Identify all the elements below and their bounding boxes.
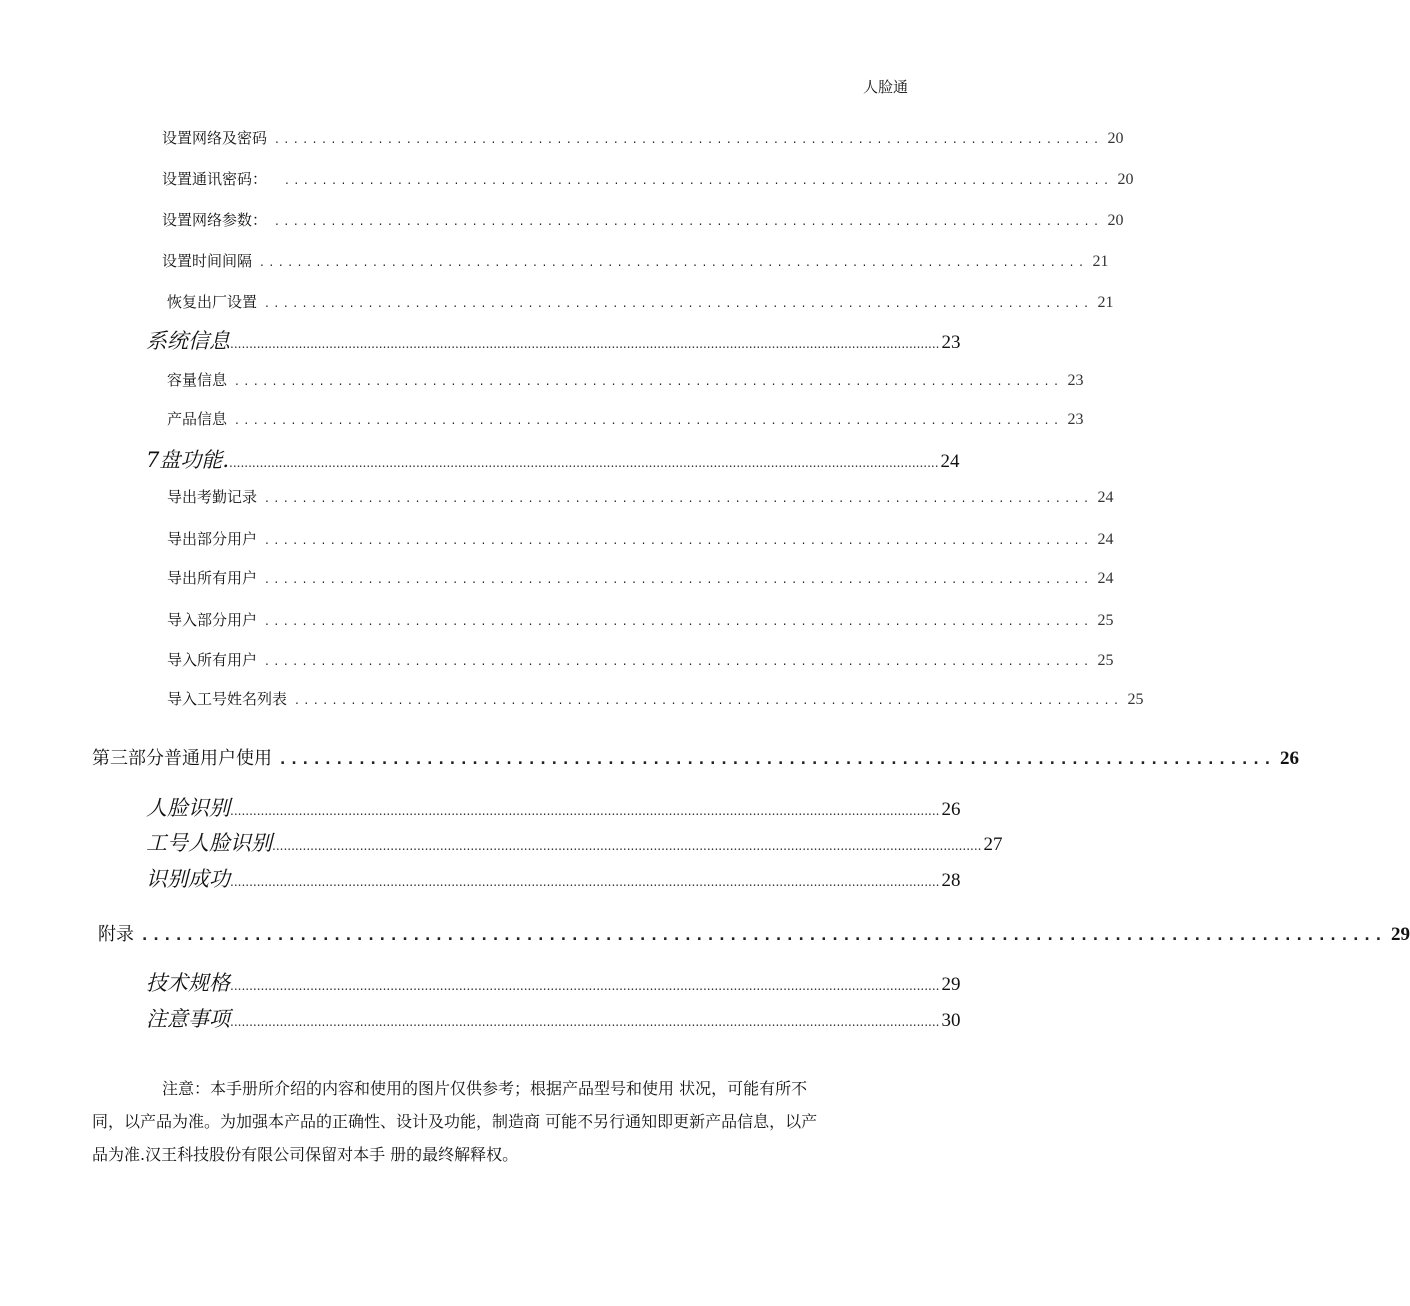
toc-entry-label: 导出部分用户: [167, 530, 258, 548]
dot-leader: ........................................................................................: [265, 533, 1094, 547]
toc-entry-label: 附录: [98, 924, 134, 945]
toc-entry-page: 28: [941, 870, 961, 891]
toc-entry-label: 技术规格: [146, 971, 230, 995]
toc-entry-label: 设置网络及密码: [162, 129, 268, 147]
toc-entry[interactable]: [167, 649, 1114, 670]
toc-entry-page: 25: [1127, 691, 1144, 708]
dot-leader: ..........................................................................................................................................................................................: [230, 337, 940, 351]
dot-leader: ..........................................................................................................................................................................................: [229, 456, 939, 470]
dot-leader: ..........................................................................................................................................................................................: [230, 979, 940, 993]
toc-entry-label: 第三部分普通用户使用: [92, 748, 272, 769]
toc-entry-label: 设置时间间隔: [162, 252, 253, 270]
toc-entry[interactable]: [146, 967, 961, 997]
toc-entry-label: 导出考勤记录: [167, 488, 258, 506]
toc-entry-page: 24: [940, 451, 960, 472]
toc-entry-label: 产品信息: [167, 410, 228, 428]
toc-part-entry[interactable]: [92, 744, 1300, 770]
toc-entry-page: 26: [1280, 748, 1300, 769]
toc-entry[interactable]: [162, 168, 1134, 189]
toc-entry[interactable]: [167, 609, 1114, 630]
dot-leader: ........................................................................................: [275, 214, 1104, 228]
toc-entry-page: 26: [941, 799, 961, 820]
toc-entry[interactable]: [162, 209, 1124, 230]
toc-entry-label: 导入工号姓名列表: [167, 690, 288, 708]
toc-entry-page: 21: [1092, 253, 1109, 270]
toc-entry-label: 导入部分用户: [167, 611, 258, 629]
dot-leader: ........................................................................................: [295, 693, 1124, 707]
toc-entry[interactable]: [167, 408, 1084, 429]
toc-entry-label: 恢复出厂设置: [167, 293, 258, 311]
toc-entry-page: 23: [1067, 372, 1084, 389]
dot-leader: ........................................................................................: [265, 296, 1094, 310]
toc-entry[interactable]: [146, 1003, 961, 1033]
dot-leader: ........................................................................................: [275, 132, 1104, 146]
toc-entry-page: 25: [1097, 612, 1114, 629]
toc-entry-label: 导入所有用户: [167, 651, 258, 669]
toc-entry-page: 24: [1097, 570, 1114, 587]
toc-entry-page: 25: [1097, 652, 1114, 669]
toc-entry-label: 人脸识别: [146, 796, 230, 820]
toc-entry-label: 设置通讯密码：: [162, 170, 268, 188]
dot-leader: ........................................................................................: [260, 255, 1089, 269]
toc-entry-label: 设置网络参数：: [162, 211, 268, 229]
toc-entry-page: 20: [1107, 130, 1124, 147]
toc-entry-label: 系统信息: [146, 329, 230, 353]
toc-entry[interactable]: [167, 567, 1114, 588]
toc-entry-page: 29: [1391, 924, 1410, 945]
toc-entry-label: 注意事项: [146, 1007, 230, 1031]
dot-leader: ........................................................................................: [265, 614, 1094, 628]
dot-leader: ..........................................................................................................................................................................................: [230, 1015, 940, 1029]
toc-entry[interactable]: [167, 486, 1114, 507]
toc-entry[interactable]: [167, 369, 1084, 390]
dot-leader: ........................................................................................: [265, 572, 1094, 586]
toc-entry-page: 20: [1107, 212, 1124, 229]
dot-leader: ..........................................................................................................................................................................................: [230, 804, 940, 818]
dot-leader: ........................................................................................: [265, 654, 1094, 668]
toc-entry-label: 容量信息: [167, 371, 228, 389]
toc-entry-page: 29: [941, 974, 961, 995]
toc-entry-page: 23: [941, 332, 961, 353]
toc-entry-page: 27: [983, 834, 1003, 855]
toc-entry-label: 导出所有用户: [167, 569, 258, 587]
dot-leader: ........................................................................................: [265, 491, 1094, 505]
toc-entry[interactable]: [167, 528, 1114, 549]
toc-entry[interactable]: [146, 827, 1003, 857]
toc-entry[interactable]: [162, 250, 1109, 271]
dot-leader: ........................................................................................: [235, 374, 1064, 388]
dot-leader: ........................................................................................: [235, 413, 1064, 427]
toc-entry[interactable]: [167, 291, 1114, 312]
toc-entry-page: 30: [941, 1010, 961, 1031]
dot-leader: ..............................................................................................................: [142, 928, 1388, 944]
toc-entry[interactable]: [146, 325, 961, 355]
toc-entry-label: 7盘功能.: [146, 448, 230, 472]
toc-entry-page: 24: [1097, 531, 1114, 548]
dot-leader: ........................................................................................: [285, 173, 1114, 187]
toc-entry-page: 21: [1097, 294, 1114, 311]
toc-entry[interactable]: [162, 127, 1124, 148]
toc-entry[interactable]: [167, 688, 1144, 709]
disclaimer-note: 注意：本手册所介绍的内容和使用的图片仅供参考；根据产品型号和使用 状况，可能有所不同，以产品为准。为加强本产品的正确性、设计及功能，制造商 可能不另行通知即更新产品信息，以产品为准.汉王科技股份有限公司保留对本手 册的最终解释权。: [92, 1079, 818, 1164]
toc-entry-label: 识别成功: [146, 867, 230, 891]
toc-entry-page: 24: [1097, 489, 1114, 506]
toc-entry[interactable]: [146, 792, 961, 822]
running-header: 人脸通: [862, 78, 908, 96]
dot-leader: ........................................................................................: [280, 752, 1277, 768]
toc-entry-page: 23: [1067, 411, 1084, 428]
dot-leader: ..........................................................................................................................................................................................: [230, 875, 940, 889]
toc-entry-label: 工号人脸识别: [146, 831, 272, 855]
toc-entry[interactable]: [146, 863, 961, 893]
toc-part-entry[interactable]: [98, 920, 1410, 946]
toc-entry-page: 20: [1117, 171, 1134, 188]
toc-entry[interactable]: [146, 444, 960, 474]
dot-leader: ..........................................................................................................................................................................................: [272, 839, 982, 853]
